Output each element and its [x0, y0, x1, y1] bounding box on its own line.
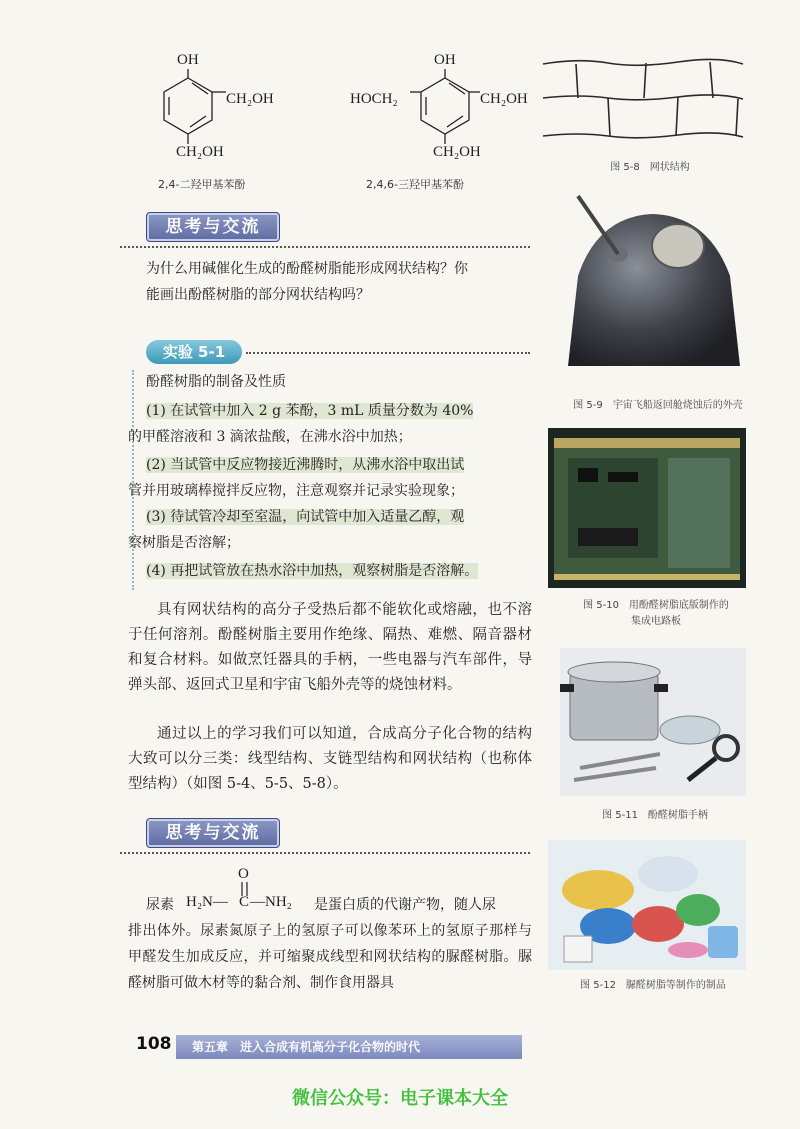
chem-structure-2: [350, 52, 540, 192]
plastic-products-illustration: [548, 840, 746, 970]
urea-resin-products-photo: [548, 840, 746, 970]
step2-line-b: 管并用玻璃棒搅拌反应物，注意观察并记录实验现象；: [128, 483, 464, 499]
experiment-title: 酚醛树脂的制备及性质: [146, 374, 286, 390]
caption-fig-5-10-line1: 图 5-10 用酚醛树脂底版制作的: [583, 600, 729, 611]
chem1-ch2oh-bottom: CH₂OH: [176, 144, 224, 160]
chapter-title: 第五章 进入合成有机高分子化合物的时代: [192, 1040, 421, 1054]
experiment-step-1: [128, 398, 528, 450]
think1-line2: 能画出酚醛树脂的部分网状结构吗？: [146, 287, 370, 303]
caption-fig-5-9: 图 5-9 宇宙飞船返回舱烧蚀后的外壳: [573, 400, 743, 411]
caption-fig-5-8: 图 5-8 网状结构: [610, 162, 690, 173]
chem2-oh: OH: [434, 52, 456, 68]
chem2-ch2oh-bottom: CH₂OH: [433, 144, 481, 160]
chem1-oh: OH: [177, 52, 199, 68]
step4-line: (4) 再把试管放在热水浴中加热，观察树脂是否溶解。: [146, 563, 479, 579]
urea-oxygen: O: [238, 866, 249, 882]
step2-line-a: (2) 当试管中反应物接近沸腾时，从沸水浴中取出试: [146, 457, 465, 473]
step1-line-a: (1) 在试管中加入 2 g 苯酚，3 mL 质量分数为 40%: [146, 403, 474, 419]
caption-fig-5-12: 图 5-12 脲醛树脂等制作的制品: [580, 980, 726, 991]
urea-formula-left: H₂N—: [186, 894, 228, 910]
step3-line-a: (3) 待试管冷却至室温，向试管中加入适量乙醇，观: [146, 509, 465, 525]
chem1-ch2oh-right: CH₂OH: [226, 91, 274, 107]
cookware-illustration: [560, 648, 746, 796]
urea-suffix: 是蛋白质的代谢产物，随人尿: [314, 897, 496, 913]
chem2-ch2oh-right: CH₂OH: [480, 91, 528, 107]
step3-line-b: 察树脂是否溶解；: [128, 535, 240, 551]
experiment-badge: 实验 5-1: [146, 340, 242, 364]
spacecraft-capsule-photo: [558, 186, 748, 372]
urea-line: [146, 866, 536, 922]
chem2-hoch2: HOCH₂: [350, 91, 398, 107]
caption-fig-5-11: 图 5-11 酚醛树脂手柄: [602, 810, 708, 821]
circuit-board-photo: [548, 428, 746, 588]
dotted-divider-3: [120, 852, 530, 854]
caption-fig-5-10-line2: 集成电路板: [631, 616, 681, 627]
chem-structure-1: [140, 52, 300, 192]
dotted-divider-2: [246, 352, 530, 354]
urea-prefix: 尿素: [146, 897, 174, 913]
urea-formula-right: —NH₂: [250, 894, 292, 910]
step1-line-b: 的甲醛溶液和 3 滴浓盐酸，在沸水浴中加热；: [128, 429, 412, 445]
paragraph-structure-types: 通过以上的学习我们可以知道，合成高分子化合物的结构大致可以分三类：线型结构、支链型结构和网状结构（也称体型结构）（如图 5-4、5-5、5-8）。: [128, 726, 532, 792]
experiment-step-3: [128, 504, 528, 556]
cookware-handles-photo: [560, 648, 746, 796]
chem2-name: 2,4,6-三羟甲基苯酚: [366, 178, 464, 191]
chem1-name: 2,4-二羟甲基苯酚: [158, 178, 246, 191]
think-discuss-badge-2: 思考与交流: [146, 818, 280, 848]
dotted-divider-1: [120, 246, 530, 248]
page-number: 108: [136, 1034, 172, 1054]
think1-line1: 为什么用碱催化生成的酚醛树脂能形成网状结构？你: [146, 261, 468, 277]
paragraph-network-structure: 具有网状结构的高分子受热后都不能软化或熔融，也不溶于任何溶剂。酚醛树脂主要用作绝缘、隔热、难燃、隔音器材和复合材料。如做烹饪器具的手柄，一些电器与汽车部件，导弹头部、返回式卫星和宇宙飞船外壳等的烧蚀材料。: [128, 602, 532, 693]
network-structure-figure: [538, 50, 748, 150]
benzene-ring-2: [350, 52, 540, 192]
benzene-ring-1: [140, 52, 300, 192]
think1-question: [146, 256, 536, 308]
capsule-illustration: [558, 186, 748, 372]
experiment-step-2: [128, 452, 528, 504]
experiment-step-4: [128, 558, 528, 584]
urea-discussion: 排出体外。尿素氮原子上的氢原子可以像苯环上的氢原子那样与甲醛发生加成反应，并可缩聚成线型和网状结构的脲醛树脂。脲醛树脂可做木材等的黏合剂、制作食用器具: [128, 923, 532, 991]
think-discuss-badge-1: 思考与交流: [146, 212, 280, 242]
wechat-watermark: 微信公众号：电子课本大全: [292, 1088, 508, 1109]
urea-carbon: C: [239, 894, 250, 910]
caption-fig-5-10: [556, 598, 756, 630]
circuit-board-illustration: [548, 428, 746, 588]
